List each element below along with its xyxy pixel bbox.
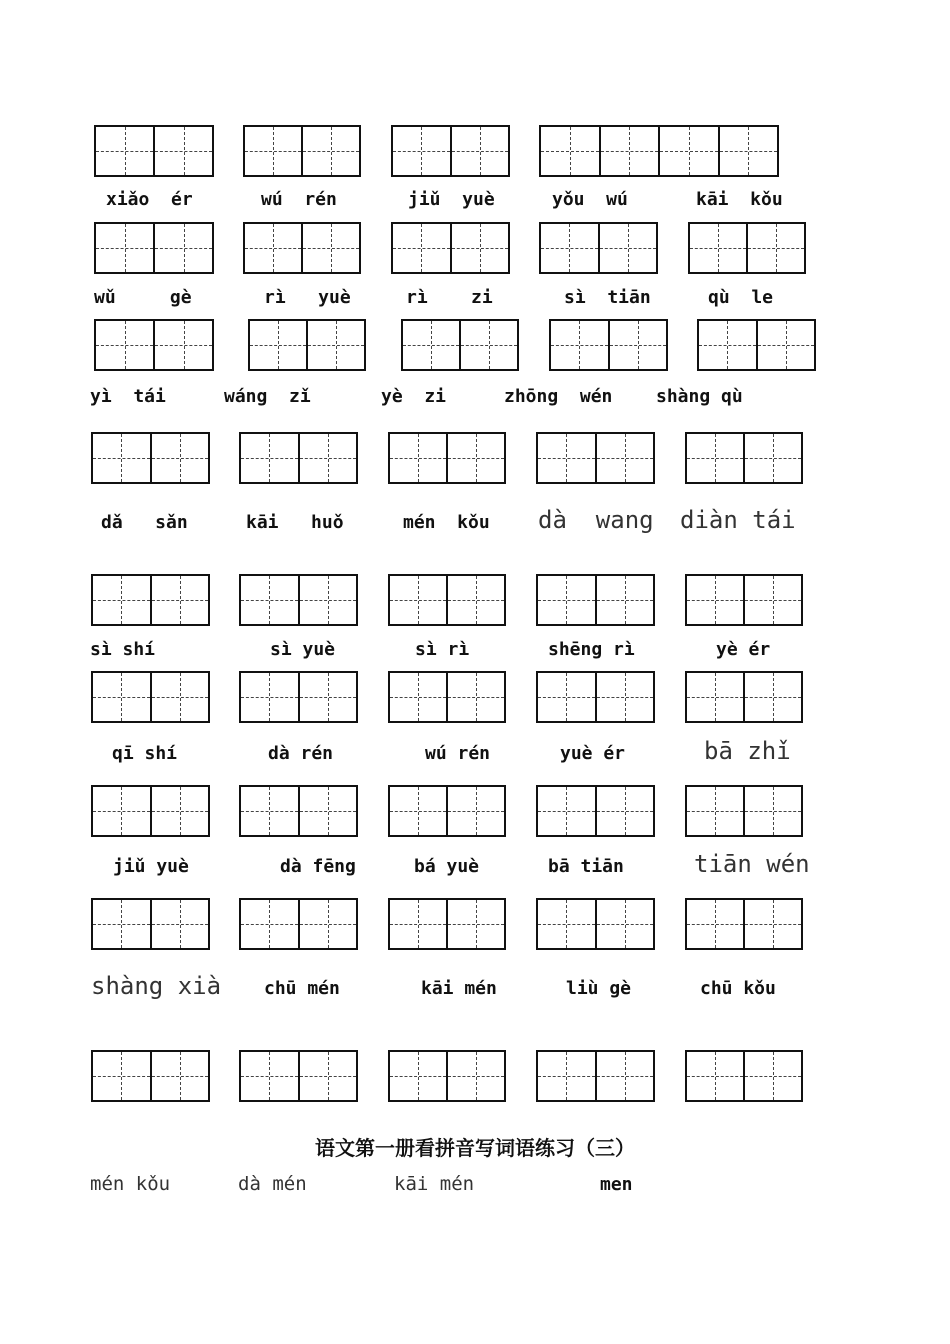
pinyin-word: kāi kǒu: [696, 189, 783, 210]
writing-grid[interactable]: [685, 432, 803, 484]
pinyin-word: wáng zǐ: [224, 386, 311, 407]
pinyin-word: kāi mén: [394, 1173, 475, 1195]
writing-grid[interactable]: [239, 574, 358, 626]
writing-grid[interactable]: [536, 1050, 655, 1102]
pinyin-word: kāi mén: [421, 978, 497, 999]
pinyin-word: sì shí: [90, 639, 156, 660]
pinyin-word: tiān wén: [694, 850, 810, 878]
pinyin-word: dà mén: [238, 1173, 307, 1195]
pinyin-word: bá yuè: [414, 856, 480, 877]
writing-grid[interactable]: [239, 671, 358, 723]
writing-grid[interactable]: [685, 1050, 803, 1102]
pinyin-word: yè zi: [381, 386, 447, 407]
pinyin-word: chū kǒu: [700, 978, 776, 999]
pinyin-word: wǔ gè: [94, 287, 192, 308]
writing-grid[interactable]: [536, 898, 655, 950]
writing-grid[interactable]: [388, 785, 506, 837]
pinyin-word: kāi huǒ: [246, 512, 344, 533]
writing-grid[interactable]: [94, 222, 214, 274]
pinyin-word: dà rén: [268, 743, 334, 764]
pinyin-word: jiǔ yuè: [408, 189, 495, 210]
writing-grid[interactable]: [91, 671, 210, 723]
pinyin-word: mén kǒu: [403, 512, 490, 533]
writing-grid[interactable]: [549, 319, 668, 371]
pinyin-word: diàn tái: [680, 506, 796, 534]
pinyin-word: chū mén: [264, 978, 340, 999]
writing-grid[interactable]: [239, 785, 358, 837]
pinyin-word: shēng rì: [548, 639, 635, 660]
writing-grid[interactable]: [388, 671, 506, 723]
writing-grid[interactable]: [388, 1050, 506, 1102]
pinyin-word: yuè ér: [560, 743, 626, 764]
writing-grid[interactable]: [539, 125, 779, 177]
writing-grid[interactable]: [94, 319, 214, 371]
writing-grid[interactable]: [391, 125, 510, 177]
writing-grid[interactable]: [91, 1050, 210, 1102]
pinyin-word: zhōng wén: [504, 386, 613, 407]
pinyin-word: liù gè: [566, 978, 632, 999]
pinyin-word: bā zhǐ: [704, 737, 791, 765]
writing-grid[interactable]: [401, 319, 519, 371]
pinyin-word: sì rì: [415, 639, 470, 660]
pinyin-word: qī shí: [112, 743, 178, 764]
writing-grid[interactable]: [388, 574, 506, 626]
writing-grid[interactable]: [243, 125, 361, 177]
writing-grid[interactable]: [243, 222, 361, 274]
writing-grid[interactable]: [248, 319, 366, 371]
writing-grid[interactable]: [685, 898, 803, 950]
writing-grid[interactable]: [536, 785, 655, 837]
pinyin-word: dà fēng: [280, 856, 356, 877]
writing-grid[interactable]: [239, 1050, 358, 1102]
pinyin-word: men: [600, 1174, 633, 1195]
pinyin-word: wú rén: [261, 189, 337, 210]
pinyin-word: mén kǒu: [90, 1173, 171, 1195]
writing-grid[interactable]: [697, 319, 816, 371]
pinyin-word: bā tiān: [548, 856, 624, 877]
pinyin-word: dà wang: [538, 506, 654, 534]
writing-grid[interactable]: [539, 222, 658, 274]
pinyin-word: shàng xià: [91, 972, 222, 1000]
pinyin-word: xiǎo ér: [106, 189, 193, 210]
writing-grid[interactable]: [391, 222, 510, 274]
writing-grid[interactable]: [536, 574, 655, 626]
pinyin-word: sì yuè: [270, 639, 336, 660]
writing-grid[interactable]: [685, 574, 803, 626]
pinyin-word: dǎ sǎn: [101, 512, 188, 533]
pinyin-word: sì tiān: [564, 287, 651, 308]
writing-grid[interactable]: [388, 898, 506, 950]
writing-grid[interactable]: [685, 671, 803, 723]
pinyin-word: rì yuè: [264, 287, 351, 308]
writing-grid[interactable]: [388, 432, 506, 484]
pinyin-word: yè ér: [716, 639, 771, 660]
pinyin-word: rì zi: [406, 287, 493, 308]
writing-grid[interactable]: [536, 432, 655, 484]
writing-grid[interactable]: [94, 125, 214, 177]
writing-grid[interactable]: [91, 785, 210, 837]
writing-grid[interactable]: [239, 898, 358, 950]
pinyin-word: shàng qù: [656, 386, 743, 407]
pinyin-word: wú rén: [425, 743, 491, 764]
pinyin-word: qù le: [708, 287, 774, 308]
writing-grid[interactable]: [688, 222, 806, 274]
page-title: 语文第一册看拼音写词语练习（三）: [315, 1136, 635, 1160]
writing-grid[interactable]: [685, 785, 803, 837]
pinyin-word: yì tái: [90, 386, 166, 407]
writing-grid[interactable]: [91, 574, 210, 626]
pinyin-word: jiǔ yuè: [113, 856, 189, 877]
writing-grid[interactable]: [91, 432, 210, 484]
pinyin-word: yǒu wú: [552, 189, 628, 210]
writing-grid[interactable]: [91, 898, 210, 950]
writing-grid[interactable]: [536, 671, 655, 723]
writing-grid[interactable]: [239, 432, 358, 484]
